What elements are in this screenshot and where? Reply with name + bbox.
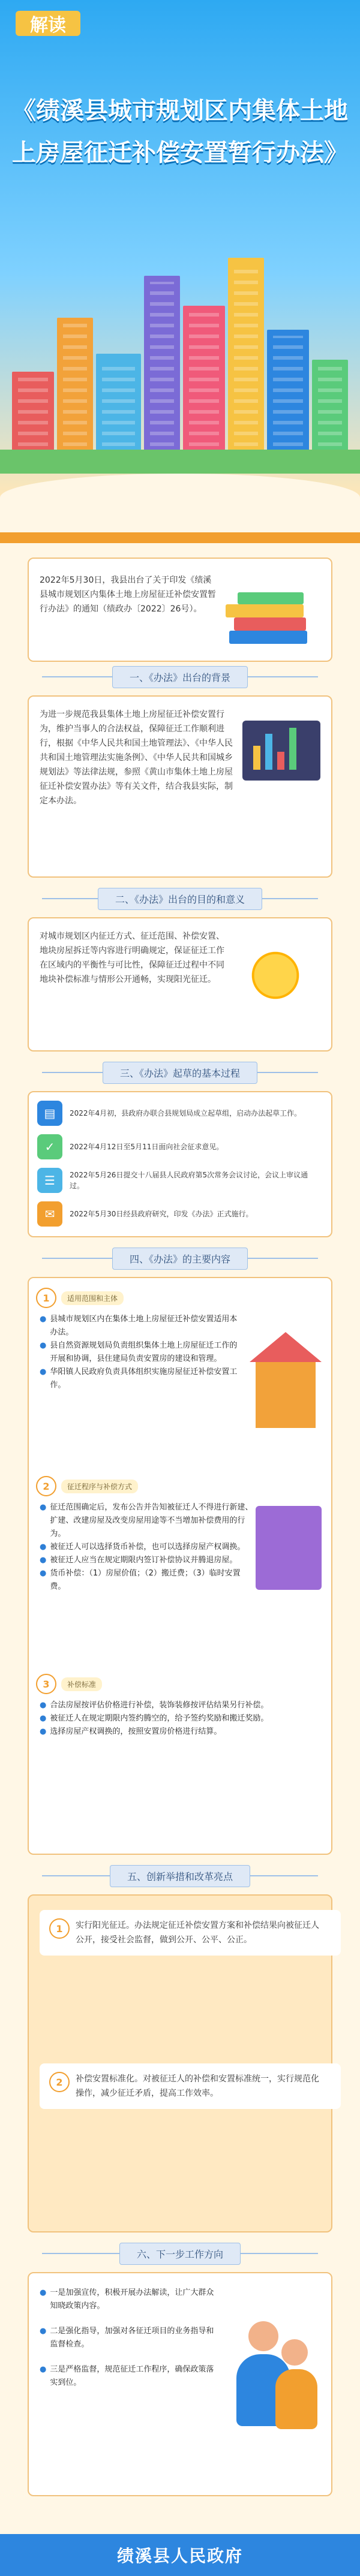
list-item: ● 被征迁人在规定期限内签约腾空的，给予签约奖励和搬迁奖励。 [40,1714,269,1723]
group-3-items [40,1699,322,1739]
group-1-items [40,1313,238,1392]
wave-divider [0,474,360,498]
publish-icon: ✉ [37,1201,62,1227]
list-item: ● 货币补偿：（1）房屋价值；（2）搬迁费；（3）临时安置费。 [40,1569,241,1591]
footer: 绩溪县人民政府 [0,2534,360,2576]
list-item: ● 县城市规划区内在集体土地上房屋征迁补偿安置适用本办法。 [40,1315,238,1337]
title-line-2: 上房屋征迁补偿安置暂行办法》 [12,139,348,167]
list-item: ● 一是加强宣传，积极开展办法解读，让广大群众知晓政策内容。 [40,2288,214,2310]
list-item: ● 华阳镇人民政府负责具体组织实施房屋征迁补偿安置工作。 [40,1367,238,1390]
section-2-card [28,917,332,1052]
group-1-header: 1 适用范围和主体 [36,1288,124,1308]
section-1-card [28,695,332,878]
list-item: ● 二是强化指导，加强对各征迁项目的业务指导和监督检查。 [40,2327,214,2349]
group-2-header: 2 征迁程序与补偿方式 [36,1476,138,1496]
list-item: ● 选择房屋产权调换的，按照安置房价格进行结算。 [40,1727,222,1736]
list-item: ● 征迁范围确定后，发布公告并告知被征迁人不得进行新建、扩建、改建房屋及改变房屋用途等不当增加补偿费用的行为。 [40,1503,253,1538]
section-5-title: 五、创新举措和改革亮点 [0,1864,360,1887]
decorative-ribbon [0,532,360,543]
section-1-title: 一、《办法》出台的背景 [0,665,360,688]
section-6-title: 六、下一步工作方向 [0,2242,360,2265]
list-item: ● 合法房屋按评估价格进行补偿，装饰装修按评估结果另行补偿。 [40,1701,269,1710]
section-1-body: 为进一步规范我县集体土地上房屋征迁补偿安置行为，维护当事人的合法权益，保障征迁工作顺利进行，根据《中华人民共和国土地管理法》、《中华人民共和国土地管理法实施条例》、《中华人民共和国城乡规划法》等法律法规，参照《黄山市集体土地上房屋征迁补偿安置办法》等有关文件，结合我县实际，制定本办法。 [40,710,233,806]
innovation-1: 1 实行阳光征迁。办法规定征迁补偿安置方案和补偿结果向被征迁人公开，接受社会监督，做到公开、公平、公正。 [40,1910,341,1956]
step-1: ▤ 2022年4月初，县政府办联合县规划局成立起草组，启动办法起草工作。 [37,1101,322,1126]
laptop-chart-icon [242,721,320,781]
list-item: ● 被征迁人可以选择货币补偿，也可以选择房屋产权调换。 [40,1542,245,1551]
list-item: ● 被征迁人应当在规定期限内签订补偿协议并腾退房屋。 [40,1556,238,1565]
group-3-header: 3 补偿标准 [36,1674,102,1694]
section-6-card [28,2272,332,2496]
people-illustration [224,2315,320,2435]
section-4-card [28,1277,332,1855]
intro-text: 2022年5月30日，我县出台了关于印发《绩溪县城市规划区内集体土地上房屋征迁补偿安置暂行办法》的通知（绩政办〔2022〕26号）。 [40,576,216,614]
books-icon [217,578,319,644]
title-line-1: 《绩溪县城市规划区内集体土地 [12,97,348,125]
list-item: ● 三是严格监督，规范征迁工作程序，确保政策落实到位。 [40,2365,214,2387]
meeting-icon: ☰ [37,1168,62,1193]
house-illustration [250,1332,322,1428]
list-item: ● 县自然资源规划局负责组织集体土地上房屋征迁工作的开展和协调，县住建局负责安置房的建设和管理。 [40,1341,238,1363]
city-illustration [0,216,360,474]
sun-icon [242,942,308,1008]
section-4-title: 四、《办法》的主要内容 [0,1247,360,1270]
step-4: ✉ 2022年5月30日经县政府研究，印发《办法》正式施行。 [37,1201,322,1227]
intro-card [28,558,332,662]
section-3-card [28,1091,332,1237]
section-2-title: 二、《办法》出台的目的和意义 [0,887,360,910]
innovation-2: 2 补偿安置标准化。对被征迁人的补偿和安置标准统一，实行规范化操作，减少征迁矛盾，提高工作效率。 [40,2063,341,2109]
header-banner [0,0,360,498]
next-steps-list [40,2286,220,2390]
document-title [6,90,354,174]
section-2-body: 对城市规划区内征迁方式、征迁范围、补偿安置、地块房屋拆迁等内容进行明确规定，保证征迁工作在区域内的平衡性与可比性，保障征迁过程中不同地块补偿标准与情形公开通畅，实现阳光征迁。 [40,932,224,984]
step-3: ☰ 2022年5月26日提交十八届县人民政府第5次常务会议讨论，会议上审议通过。 [37,1168,322,1193]
clipboard-icon [256,1506,322,1590]
step-2: ✓ 2022年4月12日至5月11日面向社会征求意见。 [37,1134,322,1159]
section-3-title: 三、《办法》起草的基本过程 [0,1061,360,1084]
checklist-icon: ✓ [37,1134,62,1159]
section-5-card [28,1894,332,2232]
group-2-items [40,1501,256,1593]
document-icon: ▤ [37,1101,62,1126]
ground [0,450,360,474]
interpretation-badge: 解读 [16,11,80,36]
